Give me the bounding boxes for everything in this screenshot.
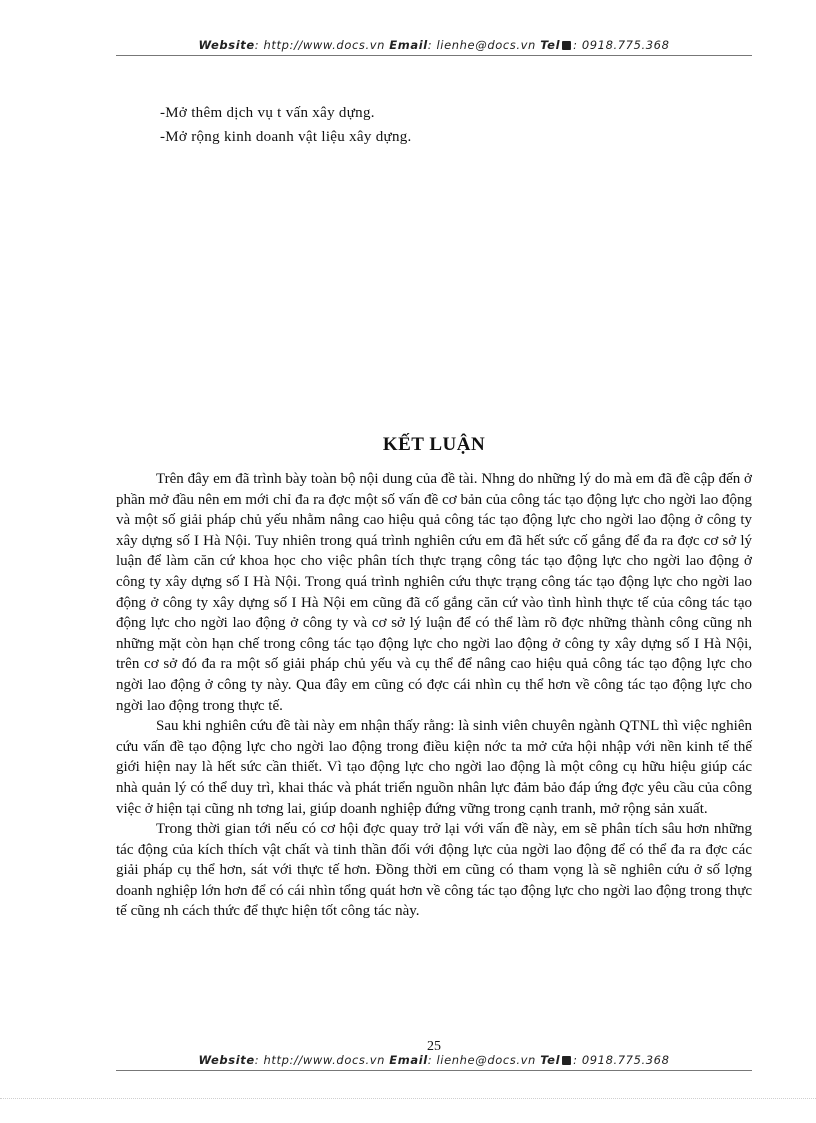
page-footer: [116, 1053, 752, 1071]
header-email-value[interactable]: : lienhe@docs.vn: [427, 38, 536, 52]
page-divider: [0, 1098, 816, 1099]
header-tel-value: : 0918.775.368: [573, 38, 670, 52]
intro-line: -Mở rộng kinh doanh vật liệu xây dựng.: [160, 129, 412, 145]
footer-email-label: Email: [389, 1053, 428, 1067]
paragraph: Sau khi nghiên cứu đề tài này em nhận thấy rằng: là sinh viên chuyên ngành QTNL thì việc nghiên cứu vấn đề tạo động lực cho ngời lao động trong điều kiện nớc ta mở cửa hội nhập với nền kinh tế thế giới hiện nay là hết sức cần thiết. Vì tạo động lực cho ngời lao động là một công cụ hữu hiệu giúp các nhà quản lý có thể duy trì, khai thác và phát triển nguồn nhân lực đảm bảo đáp ứng đợc yêu cầu của công việc ở hiện tại cũng nh tơng lai, giúp doanh nghiệp đứng vững trong cạnh tranh, mở rộng sản xuất.: [116, 718, 752, 817]
conclusion-body: [116, 469, 752, 922]
header-tel-label: Tel: [540, 38, 561, 52]
header-email-label: Email: [389, 38, 428, 52]
section-title: KẾT LUẬN: [382, 434, 486, 455]
header-website-label: Website: [198, 38, 255, 52]
intro-list: [160, 101, 412, 149]
page-header: [116, 38, 752, 56]
telephone-icon: [562, 1056, 571, 1065]
footer-email-value[interactable]: : lienhe@docs.vn: [427, 1053, 536, 1067]
header-website-url[interactable]: : http://www.docs.vn: [254, 38, 386, 52]
footer-website-label: Website: [198, 1053, 255, 1067]
paragraph: Trên đây em đã trình bày toàn bộ nội dung của đề tài. Nhng do những lý do mà em đã đề cập đến ở phần mở đầu nên em mới chỉ đa ra đợc một số vấn đề cơ bản của công tác tạo động lực cho ngời lao động và một số giải pháp chủ yếu nhằm nâng cao hiệu quả công tác tạo động lực cho ngời lao động ở công ty xây dựng số I Hà Nội. Tuy nhiên trong quá trình nghiên cứu em đã hết sức cố gắng để đa ra đợc cơ sở lý luận để làm căn cứ khoa học cho việc phân tích thực trạng công tác tạo động lực cho ngời lao động ở công ty xây dựng số I Hà Nội. Trong quá trình nghiên cứu thực trạng công tác tạo động lực cho ngời lao động ở công ty xây dựng số I Hà Nội em cũng đã cố gắng căn cứ vào tình hình thực tế của công tác tạo động lực cho ngời lao động ở công ty và cơ sở lý luận để có thể làm rõ đợc những thành công cũng nh những mặt còn hạn chế trong công tác tạo động lực cho ngời lao động ở công ty xây dựng số I Hà Nội, trên cơ sở đó đa ra một số giải pháp chủ yếu và cụ thể để nâng cao hiệu quả công tác tạo động lực cho ngời lao động ở công ty này. Qua đây em cũng có đợc cái nhìn cụ thể hơn về công tác tạo động lực cho ngời lao động trong thực tế.: [116, 471, 752, 714]
intro-line: -Mở thêm dịch vụ t vấn xây dựng.: [160, 105, 375, 121]
footer-website-url[interactable]: : http://www.docs.vn: [254, 1053, 386, 1067]
paragraph: Trong thời gian tới nếu có cơ hội đợc quay trở lại với vấn đề này, em sẽ phân tích sâu hơn những tác động của kích thích vật chất và tinh thần đối với động lực của ngời lao động để có thể đa ra đợc các giải pháp cụ thể hơn, sát với thực tế hơn. Đồng thời em cũng có tham vọng là sẽ nghiên cứu ở số lợng doanh nghiệp lớn hơn để có cái nhìn tổng quát hơn về công tác tạo động lực cho ngời lao động trong thực tế cũng nh cách thức để thực hiện tốt công tác này.: [116, 821, 752, 920]
footer-tel-value: : 0918.775.368: [573, 1053, 670, 1067]
footer-tel-label: Tel: [540, 1053, 561, 1067]
page-number: 25: [427, 1039, 441, 1054]
telephone-icon: [562, 41, 571, 50]
